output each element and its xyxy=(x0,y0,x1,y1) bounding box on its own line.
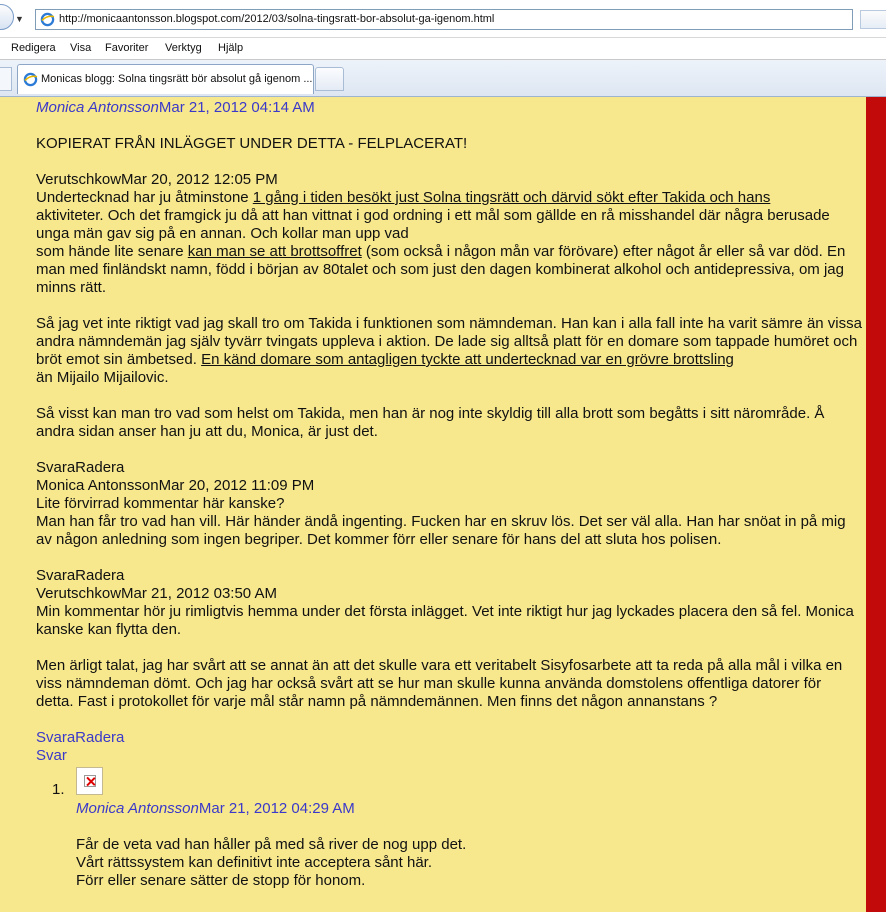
text: (som också i någon mån var förövare) efter något år eller så var död. En man med finländskt namn, född i början av 80talet och som just den dagen kombinerat alkohol och antidepressiva, om jag minns rätt. xyxy=(36,243,846,296)
reply-line-1: Får de veta vad han håller på med så river de nog upp det. xyxy=(76,836,467,853)
comment-header xyxy=(36,99,862,117)
quote-paragraph-1 xyxy=(36,189,862,297)
blog-page xyxy=(0,97,886,912)
reply-comment xyxy=(76,800,846,890)
svara-radera-link[interactable]: SvaraRadera xyxy=(36,567,125,584)
svara-radera-link[interactable]: SvaraRadera xyxy=(36,729,125,746)
reply-author-link[interactable]: Monica Antonsson xyxy=(76,800,199,817)
ie-page-icon xyxy=(23,72,38,87)
ie-page-icon xyxy=(40,12,55,27)
comment-3-paragraph-2: Men ärligt talat, jag har svårt att se annat än att det skulle vara ett veritabelt Sisyfosarbete att ta reda på alla mål i vilka en viss nämndeman dömt. Och jag har också svårt att se hur man skulle kunna använda domstolens offentliga datorer för detta. Fast i protokollet för varje mål står namn på nämndemännen. Men finns det någon annanstans ? xyxy=(36,657,843,710)
comment-2-header xyxy=(36,477,862,495)
text: Undertecknad har ju åtminstone xyxy=(36,189,253,206)
sidebar-accent xyxy=(866,97,886,912)
text: som hände lite senare xyxy=(36,243,188,260)
tab-bar xyxy=(0,60,886,97)
reply-date-link[interactable]: Mar 21, 2012 04:29 AM xyxy=(198,800,355,817)
text: aktiviteter. Och det framgick ju då att han vittnat i god ordning i ett mål som gällde en rå misshandel där några berusade unga män gav sig på en annan. Och kollar man upp vad xyxy=(36,207,830,242)
quote-header xyxy=(36,171,862,189)
comment-2-line-2: Man han får tro vad han vill. Här händer ändå ingenting. Fucken har en skruv lös. Det ser väl alla. Han har snöat in på mig av någon anledning som ingen begriper. Det kommer förr eller senare för hans del att sluta hos polisen. xyxy=(36,513,846,548)
text: än Mijailo Mijailovic. xyxy=(36,369,169,386)
menu-visa[interactable]: Visa xyxy=(70,42,92,54)
reply-number: 1. xyxy=(52,781,65,798)
broken-image-icon xyxy=(84,775,96,787)
reply-header xyxy=(76,800,846,818)
quote-author: Verutschkow xyxy=(36,171,122,188)
menu-verktyg[interactable]: Verktyg xyxy=(165,42,202,54)
comment-date-link[interactable]: Mar 21, 2012 04:14 AM xyxy=(158,99,315,116)
tab-list-button[interactable] xyxy=(0,67,12,91)
reply-line-3: Förr eller senare sätter de stopp för honom. xyxy=(76,872,366,889)
comment-3-header xyxy=(36,585,862,603)
new-tab-button[interactable] xyxy=(315,67,344,91)
tab-title: Monicas blogg: Solna tingsrätt bör absolut gå igenom ... xyxy=(41,73,313,85)
url-text: http://monicaantonsson.blogspot.com/2012/03/solna-tingsratt-bor-absolut-ga-igenom.html xyxy=(59,13,495,25)
menu-redigera[interactable]: Redigera xyxy=(11,42,56,54)
tab-active[interactable] xyxy=(17,64,314,94)
comment-thread xyxy=(36,97,862,765)
menu-bar xyxy=(0,38,886,60)
svara-radera-link[interactable]: SvaraRadera xyxy=(36,459,125,476)
quote-link-3[interactable]: En känd domare som antagligen tyckte att undertecknad var en grövre brottsling xyxy=(201,351,734,368)
comment-heading: KOPIERAT FRÅN INLÄGGET UNDER DETTA - FELPLACERAT! xyxy=(36,135,468,152)
chevron-down-icon[interactable]: ▼ xyxy=(15,14,24,24)
url-go-button[interactable] xyxy=(860,10,886,29)
comment-3-paragraph-1: Min kommentar hör ju rimligtvis hemma under det första inlägget. Vet inte riktigt hur jag lyckades placera den så fel. Monica kanske kan flytta den. xyxy=(36,603,854,638)
reply-line-2: Vårt rättssystem kan definitivt inte acceptera sånt här. xyxy=(76,854,433,871)
address-bar xyxy=(0,0,886,38)
quote-paragraph-3: Så visst kan man tro vad som helst om Takida, men han är nog inte skyldig till alla brott som begåtts i sitt närområde. Å andra sidan anser han ju att du, Monica, är just det. xyxy=(36,405,825,440)
comment-2-line-1: Lite förvirrad kommentar här kanske? xyxy=(36,495,285,512)
menu-hjalp[interactable]: Hjälp xyxy=(218,42,244,54)
comment-author-link[interactable]: Monica Antonsson xyxy=(36,99,159,116)
svar-link[interactable]: Svar xyxy=(36,747,67,764)
back-button[interactable] xyxy=(0,4,14,30)
text: Så jag vet inte riktigt vad jag skall tro om Takida i funktionen som nämndeman. Han kan i alla fall inte ha varit sämre än vissa andra nämndemän jag själv tyvärr tvingats uppleva i aktion. De lade sig alltså platt för en domare som tappade humöret och bröt emot sin ämbetsed. xyxy=(36,315,862,368)
comment-3-date: Mar 21, 2012 03:50 AM xyxy=(121,585,277,602)
quote-date: Mar 20, 2012 12:05 PM xyxy=(121,171,278,188)
quote-paragraph-2 xyxy=(36,315,862,387)
quote-link-2[interactable]: kan man se att brottsoffret xyxy=(187,243,362,260)
avatar[interactable] xyxy=(76,767,103,795)
comment-3-author: Verutschkow xyxy=(36,585,122,602)
url-input[interactable] xyxy=(35,9,853,30)
quote-link-1[interactable]: 1 gång i tiden besökt just Solna tingsrätt och därvid sökt efter Takida och hans xyxy=(252,189,771,206)
comment-2-date: Mar 20, 2012 11:09 PM xyxy=(158,477,315,494)
menu-favoriter[interactable]: Favoriter xyxy=(105,42,149,54)
comment-2-author: Monica Antonsson xyxy=(36,477,159,494)
